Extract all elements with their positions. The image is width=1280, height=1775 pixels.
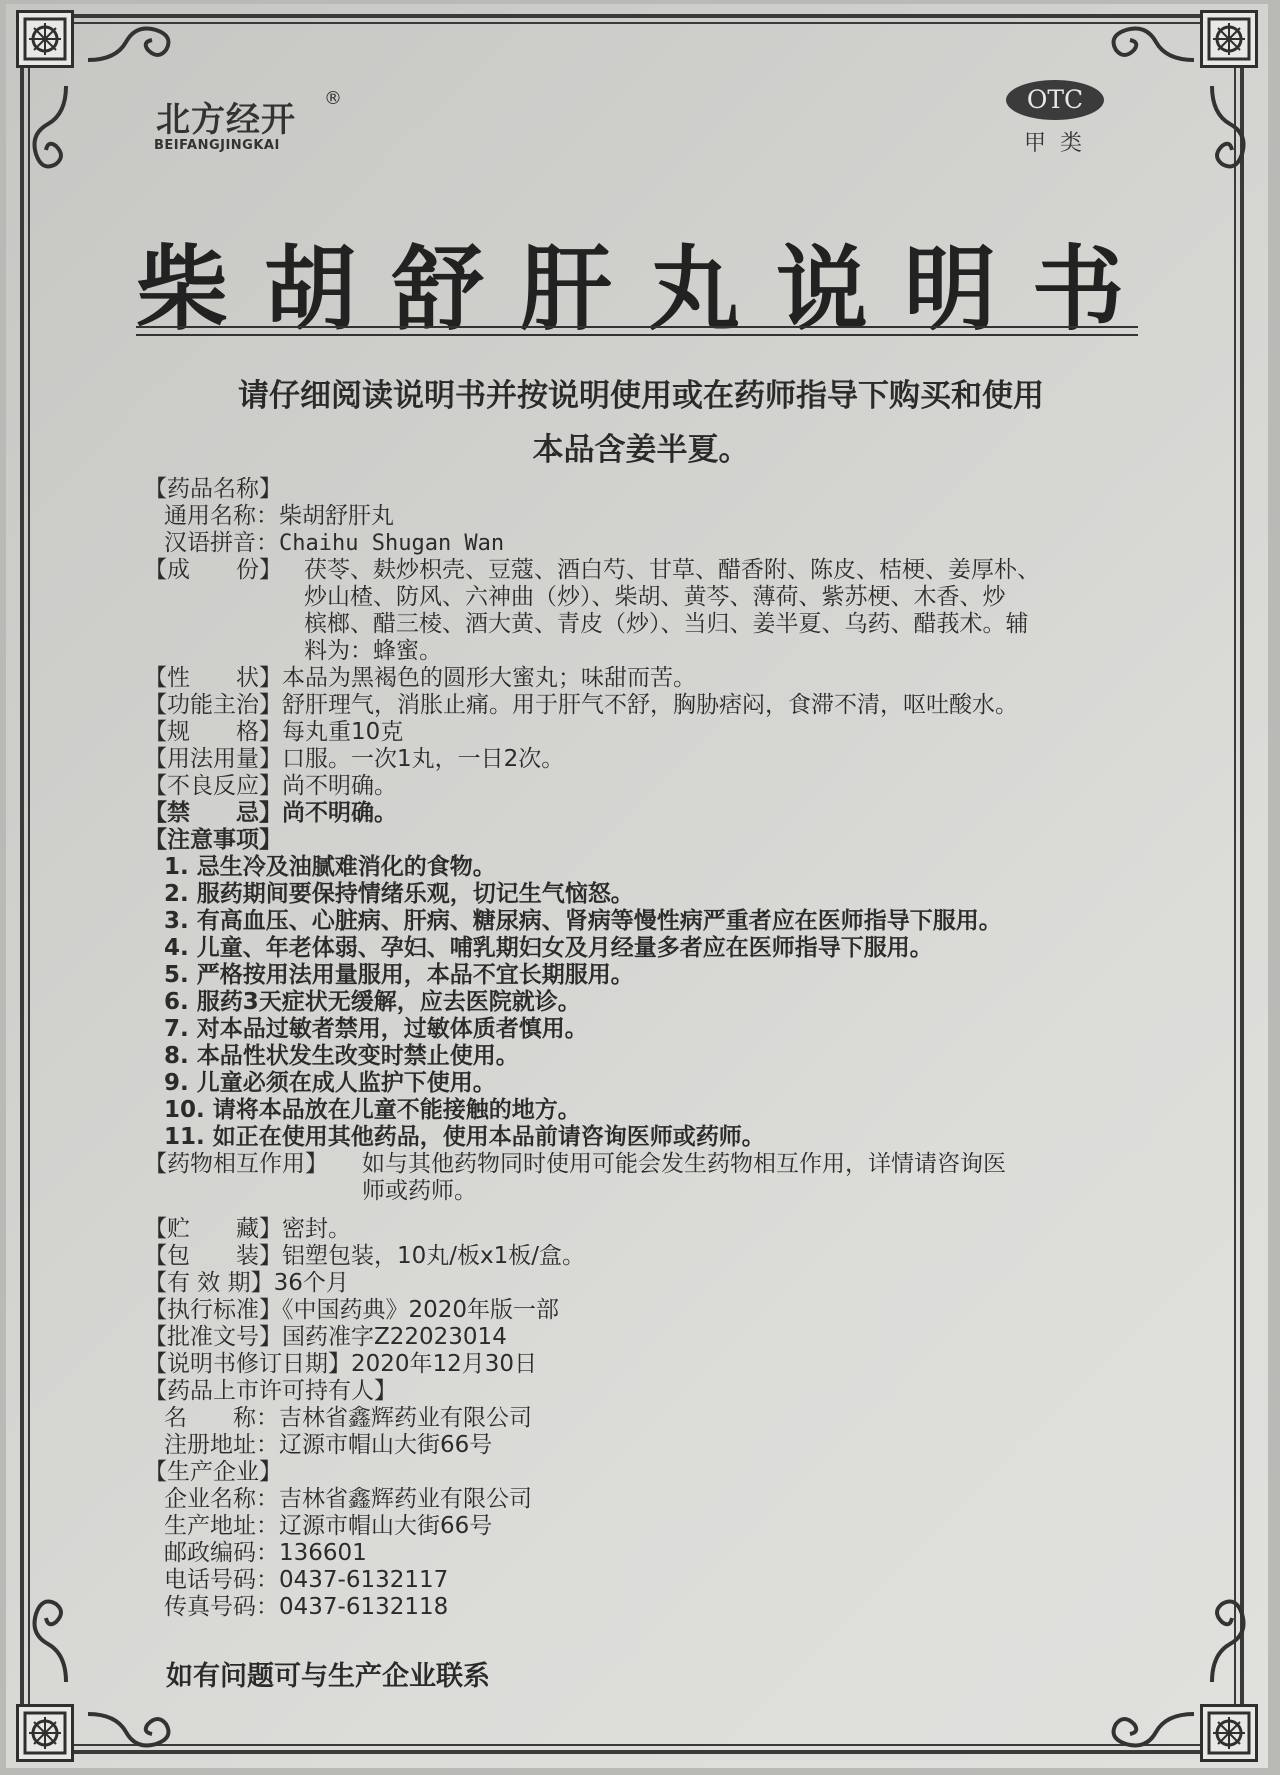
fax-row — [164, 1594, 448, 1621]
scroll-flourish-right-top — [1202, 84, 1252, 194]
adverse-label: 【不良反应】 — [144, 773, 282, 799]
contains-notice: 本品含姜半夏。 — [532, 432, 750, 468]
maker-header: 【生产企业】 — [144, 1459, 282, 1485]
precaution-item: 2. 服药期间要保持情绪乐观，切记生气恼怒。 — [164, 881, 634, 907]
contraindication-label: 【禁 忌】 — [144, 800, 282, 826]
storage-value: 密封。 — [282, 1216, 351, 1242]
postcode-label: 邮政编码： — [164, 1540, 279, 1566]
precaution-item: 5. 严格按用法用量服用，本品不宜长期服用。 — [164, 962, 634, 988]
spec-label: 【规 格】 — [144, 719, 282, 745]
holder-address-value: 辽源市帽山大街66号 — [279, 1432, 493, 1458]
character-row — [144, 665, 696, 692]
corner-ornament-bottom-left — [16, 1704, 74, 1762]
precaution-item: 4. 儿童、年老体弱、孕妇、哺乳期妇女及月经量多者应在医师指导下服用。 — [164, 935, 933, 961]
spec-value: 每丸重10克 — [282, 719, 404, 745]
standard-value: 《中国药典》2020年版一部 — [282, 1297, 560, 1323]
revision-label: 【说明书修订日期】 — [144, 1351, 351, 1377]
generic-name-row — [164, 503, 394, 530]
scroll-flourish-left-bottom — [26, 1574, 76, 1684]
approval-row — [144, 1324, 507, 1351]
ingredients-line: 料为：蜂蜜。 — [304, 638, 442, 664]
character-label: 【性 状】 — [144, 665, 282, 691]
precaution-item: 1. 忌生冷及油腻难消化的食物。 — [164, 854, 496, 880]
pinyin-value: Chaihu Shugan Wan — [279, 531, 505, 556]
maker-name-value: 吉林省鑫辉药业有限公司 — [279, 1486, 532, 1512]
revision-value: 2020年12月30日 — [351, 1351, 538, 1377]
registered-mark: ® — [324, 88, 342, 109]
ingredients-line: 炒山楂、防风、六神曲（炒）、柴胡、黄芩、薄荷、紫苏梗、木香、炒 — [304, 584, 1006, 610]
validity-row — [144, 1270, 349, 1297]
storage-row — [144, 1216, 351, 1243]
package-row — [144, 1243, 585, 1270]
contraindication-row — [144, 800, 397, 827]
ingredients-line: 茯苓、麸炒枳壳、豆蔻、酒白芍、甘草、醋香附、陈皮、桔梗、姜厚朴、 — [304, 557, 1040, 583]
precaution-item: 7. 对本品过敏者禁用，过敏体质者慎用。 — [164, 1016, 588, 1042]
precaution-item: 11. 如正在使用其他药品，使用本品前请咨询医师或药师。 — [164, 1124, 765, 1150]
approval-label: 【批准文号】 — [144, 1324, 282, 1350]
contact-note: 如有问题可与生产企业联系 — [166, 1661, 490, 1692]
postcode-row — [164, 1540, 367, 1567]
title-rule-top — [136, 326, 1138, 328]
corner-ornament-top-right — [1200, 10, 1258, 68]
phone-label: 电话号码： — [164, 1567, 279, 1593]
function-label: 【功能主治】 — [144, 692, 282, 718]
corner-ornament-top-left — [16, 10, 74, 68]
fax-value: 0437-6132118 — [279, 1594, 449, 1620]
pinyin-label: 汉语拼音： — [164, 530, 279, 556]
standard-row — [144, 1297, 559, 1324]
scroll-flourish-left-top — [26, 84, 76, 194]
precaution-item: 6. 服药3天症状无缓解，应去医院就诊。 — [164, 989, 581, 1015]
validity-label: 【有 效 期】 — [144, 1270, 274, 1296]
generic-name-label: 通用名称： — [164, 503, 279, 529]
contraindication-value: 尚不明确。 — [282, 800, 397, 826]
standard-label: 【执行标准】 — [144, 1297, 282, 1323]
precaution-item: 10. 请将本品放在儿童不能接触的地方。 — [164, 1097, 581, 1123]
storage-label: 【贮 藏】 — [144, 1216, 282, 1242]
holder-header: 【药品上市许可持有人】 — [144, 1378, 397, 1404]
generic-name-value: 柴胡舒肝丸 — [279, 503, 394, 529]
ingredients-line: 槟榔、醋三棱、酒大黄、青皮（炒）、当归、姜半夏、乌药、醋莪术。辅 — [304, 611, 1029, 637]
document-title: 柴胡舒肝丸说明书 — [136, 236, 1161, 343]
drug-name-header: 【药品名称】 — [144, 476, 282, 502]
interaction-line: 师或药师。 — [362, 1178, 477, 1204]
validity-value: 36个月 — [273, 1270, 349, 1296]
precaution-item: 8. 本品性状发生改变时禁止使用。 — [164, 1043, 519, 1069]
revision-row — [144, 1351, 537, 1378]
holder-address-row — [164, 1432, 492, 1459]
postcode-value: 136601 — [279, 1540, 367, 1566]
title-rule-bottom — [136, 334, 1138, 336]
holder-name-label: 名 称： — [164, 1405, 279, 1431]
brand-logo-english: BEIFANGJINGKAI — [154, 138, 280, 153]
function-value: 舒肝理气，消胀止痛。用于肝气不舒，胸胁痞闷，食滞不清，呕吐酸水。 — [282, 692, 1018, 718]
adverse-value: 尚不明确。 — [282, 773, 397, 799]
character-value: 本品为黑褐色的圆形大蜜丸；味甜而苦。 — [282, 665, 696, 691]
package-value: 铝塑包装，10丸/板x1板/盒。 — [282, 1243, 586, 1269]
maker-name-row — [164, 1486, 532, 1513]
approval-value: 国药准字Z22023014 — [282, 1324, 507, 1350]
scroll-flourish-bottom-right — [1086, 1704, 1196, 1754]
scroll-flourish-bottom-left — [86, 1704, 196, 1754]
maker-name-label: 企业名称： — [164, 1486, 279, 1512]
maker-address-value: 辽源市帽山大街66号 — [279, 1513, 493, 1539]
reading-warning: 请仔细阅读说明书并按说明使用或在药师指导下购买和使用 — [238, 378, 1044, 414]
otc-class-label: 甲类 — [1024, 131, 1097, 156]
holder-address-label: 注册地址： — [164, 1432, 279, 1458]
precaution-item: 9. 儿童必须在成人监护下使用。 — [164, 1070, 496, 1096]
ingredients-label: 【成 份】 — [144, 557, 282, 583]
precaution-item: 3. 有高血压、心脏病、肝病、糖尿病、肾病等慢性病严重者应在医师指导下服用。 — [164, 908, 1002, 934]
precautions-label: 【注意事项】 — [144, 827, 282, 853]
holder-name-value: 吉林省鑫辉药业有限公司 — [279, 1405, 532, 1431]
maker-address-row — [164, 1513, 492, 1540]
corner-ornament-bottom-right — [1200, 1704, 1258, 1762]
phone-value: 0437-6132117 — [279, 1567, 449, 1593]
interaction-line: 如与其他药物同时使用可能会发生药物相互作用，详情请咨询医 — [362, 1151, 1006, 1177]
otc-badge: OTC — [1006, 80, 1104, 120]
interaction-label: 【药物相互作用】 — [144, 1151, 328, 1177]
fax-label: 传真号码： — [164, 1594, 279, 1620]
package-label: 【包 装】 — [144, 1243, 282, 1269]
function-row — [144, 692, 1018, 719]
phone-row — [164, 1567, 448, 1594]
usage-value: 口服。一次1丸，一日2次。 — [282, 746, 565, 772]
adverse-row — [144, 773, 397, 800]
brand-logo-chinese: 北方经开 — [156, 100, 296, 140]
maker-address-label: 生产地址： — [164, 1513, 279, 1539]
usage-row — [144, 746, 564, 773]
scroll-flourish-top-right — [1086, 20, 1196, 70]
spec-row — [144, 719, 403, 746]
leaflet-sheet — [6, 4, 1268, 1768]
holder-name-row — [164, 1405, 532, 1432]
scroll-flourish-top-left — [86, 20, 196, 70]
usage-label: 【用法用量】 — [144, 746, 282, 772]
pinyin-row — [164, 530, 504, 557]
scroll-flourish-right-bottom — [1202, 1574, 1252, 1684]
